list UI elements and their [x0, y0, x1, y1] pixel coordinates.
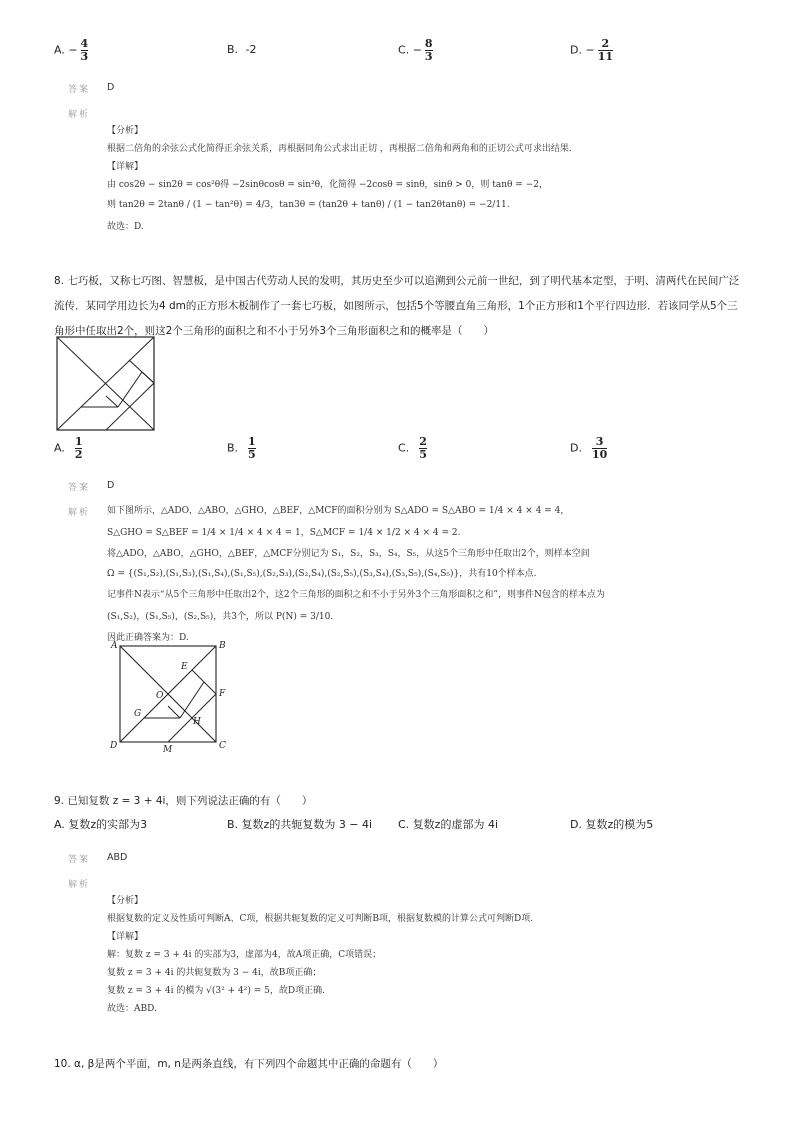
vertex-label-h: H: [193, 717, 201, 727]
q7-option-a[interactable]: [54, 38, 88, 63]
explain-line: 因此正确答案为：D.: [107, 633, 189, 643]
option-letter: B.: [227, 43, 239, 56]
vertex-label-e: E: [181, 662, 188, 672]
vertex-label-g: G: [134, 709, 142, 719]
option-fraction: $\frac{1}{5}$: [248, 435, 256, 461]
explain-line: 根据复数的定义及性质可判断A、C项，根据共轭复数的定义可判断B项，根据复数模的计算公式可判断D项.: [107, 914, 534, 924]
explain-line: 故选：ABD.: [107, 1004, 157, 1014]
option-letter: C.: [398, 43, 410, 57]
stem-line: 流传．某同学用边长为4 dm的正方形木板制作了一套七巧板，如图所示，包括5个等腰直角三角形，1个正方形和1个平行四边形．若该同学从5个三: [54, 300, 738, 312]
answer-label: 答案: [68, 85, 91, 95]
option-letter: D.: [570, 818, 582, 831]
q8-option-d[interactable]: [570, 436, 607, 461]
answer-value: ABD: [107, 852, 128, 863]
explain-line: 【详解】: [107, 162, 144, 172]
option-text: 复数z的共轭复数为 3 − 4i: [241, 818, 373, 831]
explain-line: 故选：D.: [107, 222, 144, 232]
explain-line: 解：复数 z = 3 + 4i 的实部为3，虚部为4，故A项正确，C项错误；: [107, 950, 382, 960]
q9-explanation: [107, 892, 533, 1018]
option-fraction: $\frac{2}{5}$: [419, 435, 427, 461]
explain-line: 【分析】: [107, 896, 144, 906]
stem-line: 8. 七巧板，又称七巧图、智慧板，是中国古代劳动人民的发明，其历史至少可以追溯到公元前一世纪，到了明代基本定型，于明、清两代在民间广泛: [54, 275, 740, 287]
explain-line: 复数 z = 3 + 4i 的共轭复数为 3 − 4i，故B项正确；: [107, 968, 322, 978]
vertex-label-c: C: [219, 741, 226, 751]
tangram-labeled-figure: [106, 636, 236, 754]
option-fraction: $\frac{2}{11}$: [597, 37, 613, 63]
vertex-label-m: M: [163, 745, 173, 754]
option-fraction: $\frac{8}{3}$: [424, 37, 433, 63]
option-value: -2: [245, 43, 257, 56]
q10-stem: 10. α, β是两个平面，m, n是两条直线，有下列四个命题其中正确的命题有（ ）: [54, 1058, 444, 1070]
option-sign: −: [412, 43, 422, 57]
q9-option-c[interactable]: [398, 816, 498, 832]
option-letter: B.: [227, 441, 239, 455]
explain-line: 将△ADO，△ABO，△GHO，△BEF，△MCF分别记为 S₁，S₂，S₃，S₄，S₅，从这5个三角形中任取出2个，则样本空间: [107, 549, 590, 559]
option-letter: C.: [398, 441, 410, 455]
q9-option-a[interactable]: [54, 816, 147, 832]
option-letter: A.: [54, 43, 65, 57]
stem-line: 角形中任取出2个，则这2个三角形的面积之和不小于另外3个三角形面积之和的概率是（ ）: [54, 325, 495, 337]
answer-label: 答案: [68, 855, 91, 865]
explain-label: 解析: [68, 110, 91, 120]
option-sign: −: [585, 43, 595, 57]
q7-option-b[interactable]: [227, 43, 257, 56]
q8-explanation: [107, 502, 605, 649]
explain-line: 由 cos2θ − sin2θ = cos²θ得 −2sinθcosθ = sin²θ，化简得 −2cosθ = sinθ，sinθ > 0，则 tanθ = −2，: [107, 180, 548, 190]
option-letter: A.: [54, 441, 65, 455]
explain-line: (S₁,S₂)，(S₁,S₅)，(S₂,S₅)，共3个，所以 P(N) = 3/10.: [107, 611, 334, 622]
q8-option-b[interactable]: [227, 436, 256, 461]
option-text: 复数z的实部为3: [68, 818, 148, 831]
vertex-label-f: F: [219, 689, 226, 699]
option-text: 复数z的模为5: [585, 818, 654, 831]
option-sign: −: [68, 43, 78, 57]
vertex-label-a: A: [111, 641, 118, 651]
q9-stem: 9. 已知复数 z = 3 + 4i，则下列说法正确的有（ ）: [54, 795, 313, 807]
answer-value: D: [107, 82, 115, 93]
q7-option-d[interactable]: [570, 38, 613, 63]
option-letter: C.: [398, 818, 410, 831]
option-letter: D.: [570, 43, 582, 57]
option-letter: B.: [227, 818, 239, 831]
explain-line: Ω = {(S₁,S₂),(S₁,S₃),(S₁,S₄),(S₁,S₅),(S₂,S₃),(S₂,S₄),(S₂,S₅),(S₃,S₄),(S₃,S₅),(S₄,S₅)}，共有10个样本点.: [107, 568, 537, 579]
explain-line: 根据二倍角的余弦公式化简得正余弦关系，再根据同角公式求出正切 ，再根据二倍角和两角和的正切公式可求出结果.: [107, 144, 572, 154]
answer-value: D: [107, 480, 115, 491]
q8-option-a[interactable]: [54, 436, 82, 461]
explain-line: 如下图所示，△ADO，△ABO，△GHO，△BEF，△MCF的面积分别为 S△ADO = S△ABO = 1/4 × 4 × 4 = 4，: [107, 506, 570, 516]
q7-explanation: [107, 122, 572, 236]
option-fraction: $\frac{4}{3}$: [80, 37, 89, 63]
answer-label: 答案: [68, 483, 91, 493]
q7-option-c[interactable]: [398, 38, 433, 63]
explain-line: 则 tan2θ = 2tanθ / (1 − tan²θ) = 4/3，tan3θ = (tan2θ + tanθ) / (1 − tan2θtanθ) = −2/11.: [107, 200, 510, 210]
tangram-figure: [56, 336, 156, 432]
vertex-label-b: B: [219, 641, 226, 651]
q8-stem: [54, 270, 739, 342]
q8-option-c[interactable]: [398, 436, 427, 461]
explain-label: 解析: [68, 508, 91, 518]
explain-line: 记事件N表示“从5个三角形中任取出2个，这2个三角形的面积之和不小于另外3个三角形面积之和”，则事件N包含的样本点为: [107, 590, 605, 600]
vertex-label-d: D: [110, 741, 118, 751]
q9-option-b[interactable]: [227, 816, 372, 832]
explain-line: 【详解】: [107, 932, 144, 942]
option-text: 复数z的虚部为 4i: [412, 818, 499, 831]
explain-line: S△GHO = S△BEF = 1/4 × 1/4 × 4 × 4 = 1，S△MCF = 1/4 × 1/2 × 4 × 4 = 2.: [107, 527, 461, 538]
explain-line: 复数 z = 3 + 4i 的模为 √(3² + 4²) = 5，故D项正确.: [107, 986, 325, 996]
option-fraction: $\frac{3}{10}$: [591, 435, 608, 461]
q9-option-d[interactable]: [570, 816, 653, 832]
vertex-label-o: O: [156, 691, 164, 701]
option-fraction: $\frac{1}{2}$: [74, 435, 83, 461]
explain-line: 【分析】: [107, 126, 144, 136]
option-letter: D.: [570, 441, 582, 455]
option-letter: A.: [54, 818, 65, 831]
explain-label: 解析: [68, 880, 91, 890]
